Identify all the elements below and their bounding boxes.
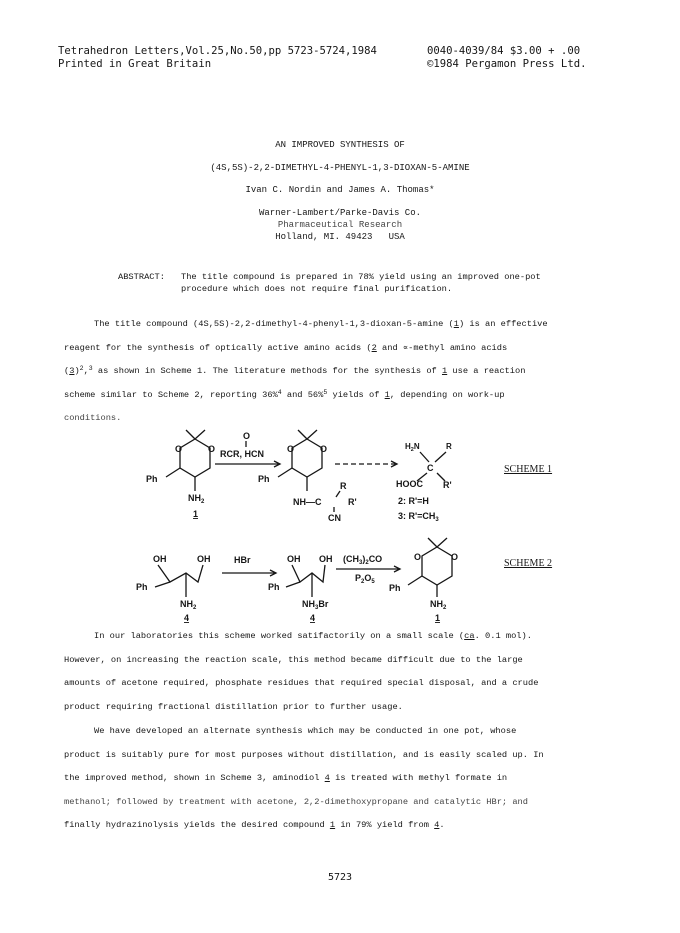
- para1-line-3: $(3)^2,^3$ as shown in Scheme 1. The literature methods for the synthesis of 1 use a reaction: [64, 365, 526, 376]
- para1-line-2: reagent for the synthesis of optically active amino acids (2 and ∝-methyl amino acids: [64, 343, 508, 353]
- para3-line-1: We have developed an alternate synthesis which may be conducted in one pot, whose: [94, 726, 517, 736]
- scheme2-hbr: HBr: [234, 555, 251, 565]
- para1-line-4: scheme similar to Scheme 2, reporting 36%$^4$ and 56%$^5$ yields of 1, depending on work-up: [64, 389, 505, 400]
- copyright: ©1984 Pergamon Press Ltd.: [427, 58, 587, 70]
- abstract-line-2: procedure which does not require final purification.: [181, 284, 453, 294]
- scheme2-ph-c: Ph: [389, 583, 401, 593]
- para3-line-2: product is suitably pure for most purposes without distillation, and is easily scaled up. In: [64, 750, 544, 760]
- affiliation-line-3: Holland, MI. 49423 USA: [275, 232, 405, 242]
- scheme2-arrow-2: [336, 554, 400, 585]
- scheme1-hooc: HOOC: [396, 479, 423, 489]
- svg-text:O: O: [287, 444, 295, 454]
- scheme1-nhc: NH—C: [293, 497, 322, 507]
- issn-price: 0040-4039/84 $3.00 + .00: [427, 45, 581, 57]
- svg-text:O: O: [320, 444, 328, 454]
- scheme2-nh2-a: $NH_2$: [180, 599, 197, 611]
- scheme1-nh2: $NH_2$: [188, 493, 205, 505]
- para2-line-2: However, on increasing the reaction scale, this method became difficult due to the large: [64, 655, 523, 665]
- scheme2-nh2-c: $NH_2$: [430, 599, 447, 611]
- scheme1-compound-2: 2: R'=H: [398, 496, 429, 506]
- scheme2-compound-4: 4: [184, 613, 190, 623]
- scheme1-o-left: O: [175, 444, 183, 454]
- para1-line-5: conditions.: [64, 413, 122, 423]
- scheme1-ph-2: Ph: [258, 474, 270, 484]
- authors: Ivan C. Nordin and James A. Thomas*: [245, 185, 435, 195]
- title-line-1: AN IMPROVED SYNTHESIS OF: [275, 140, 405, 150]
- scheme1-h2n: $H_2N$: [405, 442, 420, 453]
- para2-line-1: In our laboratories this scheme worked satifactorily on a small scale (ca. 0.1 mol).: [94, 631, 532, 641]
- para3-line-5: finally hydrazinolysis yields the desired compound 1 in 79% yield from 4.: [64, 820, 445, 830]
- scheme-2-label: SCHEME 2: [504, 558, 553, 569]
- abstract-label: ABSTRACT:: [118, 272, 165, 282]
- scheme1-arrow-1: [215, 431, 280, 467]
- scheme2-compound-1: 1: [435, 613, 441, 623]
- scheme1-r-prime-aa: R': [443, 480, 452, 490]
- scheme1-dioxane-2: [258, 430, 357, 523]
- scheme2-oh-4: OH: [319, 554, 333, 564]
- scheme2-oh-3: OH: [287, 554, 301, 564]
- scheme1-r-prime: R': [348, 497, 357, 507]
- scheme2-compound-4b: 4: [310, 613, 316, 623]
- scheme-1-diagram: [0, 425, 680, 535]
- journal-citation: Tetrahedron Letters,Vol.25,No.50,pp 5723-5724,1984: [58, 45, 377, 57]
- scheme1-reagent-o: O: [243, 431, 251, 441]
- scheme2-o-2: O: [451, 552, 459, 562]
- scheme2-arrow-1: [222, 555, 276, 576]
- scheme1-dioxane-1: [146, 430, 215, 519]
- scheme1-cn: CN: [328, 513, 341, 523]
- scheme-1-label: SCHEME 1: [504, 464, 553, 475]
- scheme1-c-aa: C: [427, 463, 434, 473]
- para1-line-1: The title compound (4S,5S)-2,2-dimethyl-4-phenyl-1,3-dioxan-5-amine (1) is an effective: [94, 319, 548, 329]
- scheme1-o-right: O: [208, 444, 216, 454]
- scheme2-reagent-top: $(CH_3)_2CO$: [343, 554, 383, 566]
- scheme1-arrow-2: [335, 461, 397, 467]
- para3-line-4: methanol; followed by treatment with acetone, 2,2-dimethoxypropane and catalytic HBr; and: [64, 797, 528, 807]
- title-line-2: (4S,5S)-2,2-DIMETHYL-4-PHENYL-1,3-DIOXAN-5-AMINE: [210, 163, 470, 173]
- scheme2-dioxane: [389, 538, 458, 623]
- para2-line-4: product requiring fractional distillation prior to further usage.: [64, 702, 403, 712]
- scheme2-ammonium-salt: [268, 554, 333, 623]
- scheme2-oh-2: OH: [197, 554, 211, 564]
- scheme2-nh3br: $NH_3Br$: [302, 599, 329, 611]
- scheme1-compound-1: 1: [193, 509, 199, 519]
- scheme1-amino-acid: [396, 442, 452, 523]
- affiliation-line-2: Pharmaceutical Research: [277, 220, 403, 230]
- para3-line-3: the improved method, shown in Scheme 3, aminodiol 4 is treated with methyl formate in: [64, 773, 508, 783]
- scheme-2-diagram: [0, 535, 680, 625]
- para2-line-3: amounts of acetone required, phosphate residues that required special disposal, and a crude: [64, 678, 539, 688]
- scheme2-ph-b: Ph: [268, 582, 280, 592]
- scheme2-reagent-bot: $P_2O_5$: [355, 573, 375, 585]
- scheme1-reagent: RCR, HCN: [220, 449, 264, 459]
- scheme2-o-1: O: [414, 552, 422, 562]
- affiliation-line-1: Warner-Lambert/Parke-Davis Co.: [258, 208, 422, 218]
- abstract-line-1: The title compound is prepared in 78% yield using an improved one-pot: [181, 272, 541, 282]
- scheme1-r-top: R: [340, 481, 347, 491]
- scheme1-r-aa: R: [446, 442, 452, 451]
- scheme1-compound-3: 3: $R'=CH_3$: [398, 511, 439, 523]
- printed-in: Printed in Great Britain: [58, 58, 212, 70]
- scheme1-ph-1: Ph: [146, 474, 158, 484]
- scheme2-aminodiol: [136, 554, 211, 623]
- scheme2-oh-1: OH: [153, 554, 167, 564]
- page-number: 5723: [327, 872, 353, 883]
- scheme2-ph-a: Ph: [136, 582, 148, 592]
